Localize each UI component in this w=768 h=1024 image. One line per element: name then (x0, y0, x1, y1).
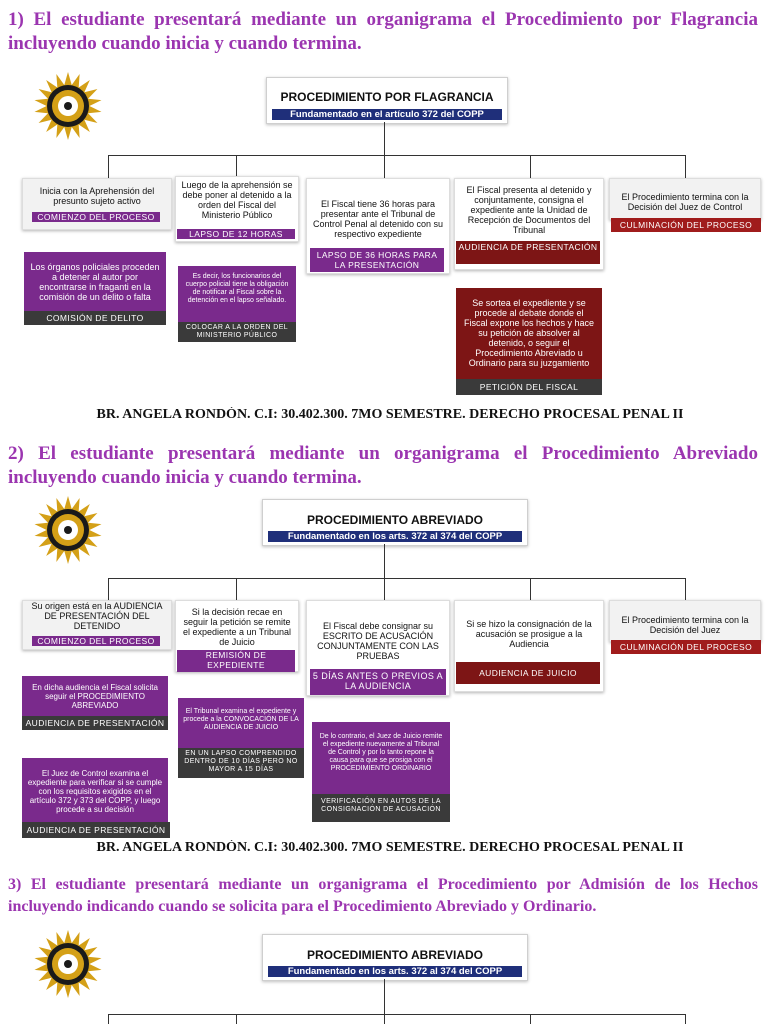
card-text: Su origen está en la AUDIENCIA DE PRESENTACIÓN DEL DETENIDO (31, 601, 163, 631)
question-2-heading: 2) El estudiante presentará mediante un organigrama el Procedimiento Abreviado incluyendo cuando inicia y cuando termina. (8, 443, 758, 488)
connector-line (685, 578, 686, 600)
label-comision-delito: COMISIÓN DE DELITO (24, 311, 166, 325)
flagrancia-box-sorteo (456, 288, 602, 380)
abreviado-title-box (262, 499, 528, 546)
label-audiencia-presentacion: AUDIENCIA DE PRESENTACIÓN (22, 716, 168, 730)
card-text: Inicia con la Aprehensión del presunto sujeto activo (39, 186, 155, 206)
connector-line (384, 122, 385, 155)
connector-line (108, 1014, 109, 1024)
connector-line (530, 155, 531, 179)
connector-line (384, 1014, 385, 1024)
connector-line (384, 155, 385, 179)
label-audiencia-presentacion-2: AUDIENCIA DE PRESENTACIÓN (22, 822, 170, 838)
university-emblem-icon (30, 70, 106, 142)
student-credit: BR. ANGELA RONDÓN. C.I: 30.402.300. 7MO SEMESTRE. DERECHO PROCESAL PENAL II (96, 407, 684, 422)
abreviado-box-contrario (312, 722, 450, 794)
abreviado-card-culminacion (609, 600, 761, 642)
connector-line (108, 578, 685, 579)
connector-line (384, 578, 385, 600)
label-audiencia-juicio: AUDIENCIA DE JUICIO (456, 662, 600, 684)
label-culminacion: CULMINACIÓN DEL PROCESO (611, 218, 761, 232)
label-verificacion: VERIFICACIÓN EN AUTOS DE LA CONSIGNACIÓN DE ACUSACIÓN (312, 794, 450, 822)
connector-line (108, 155, 109, 179)
connector-line (108, 155, 685, 156)
label-remision-expediente: REMISIÓN DE EXPEDIENTE (177, 650, 295, 672)
connector-line (384, 544, 385, 578)
abreviado-box-tribunal (178, 698, 304, 748)
flagrancia-title: PROCEDIMIENTO POR FLAGRANCIA (280, 90, 494, 104)
card-text: El Fiscal debe consignar su ESCRITO DE ACUSACIÓN CONJUNTAMENTE CON LAS PRUEBAS (317, 621, 439, 661)
label-culminacion: CULMINACIÓN DEL PROCESO (611, 640, 761, 654)
flagrancia-card-inicio (22, 178, 172, 230)
connector-line (530, 578, 531, 600)
connector-line (236, 578, 237, 600)
label-comienzo: COMIENZO DEL PROCESO (32, 636, 160, 646)
box-text: El Tribunal examina el expediente y procede a la CONVOCACIÓN DE LA AUDIENCIA DE JUICIO (183, 708, 299, 731)
label-peticion-fiscal: PETICIÓN DEL FISCAL (456, 379, 602, 395)
flagrancia-title-box (266, 77, 508, 124)
card-text: El Fiscal tiene 36 horas para presentar ante el Tribunal de Control Penal al detenido con su respectivo expediente (312, 199, 444, 239)
box-text: Se sortea el expediente y se procede al debate donde el Fiscal expone los hechos y hace su petición de absolver al detenido, o seguir el Procedimiento Abreviado u Ordinario para su juzgamiento (463, 298, 595, 368)
box-text: Es decir, los funcionarios del cuerpo policial tiene la obligación de notificar al Fiscal sobre la detención en el lapso señalado. (185, 273, 289, 304)
box-text: En dicha audiencia el Fiscal solicita seguir el PROCEDIMIENTO ABREVIADO (32, 683, 158, 710)
label-comienzo: COMIENZO DEL PROCESO (32, 212, 160, 222)
university-emblem-icon (30, 494, 106, 566)
question-1-heading: 1) El estudiante presentará mediante un organigrama el Procedimiento por Flagrancia incluyendo cuando inicia y cuando termina. (8, 9, 758, 54)
card-text: Luego de la aprehensión se debe poner al detenido a la orden del Fiscal del Ministerio Público (181, 180, 293, 220)
admision-title: PROCEDIMIENTO ABREVIADO (306, 948, 483, 962)
student-credit: BR. ANGELA RONDÓN. C.I: 30.402.300. 7MO SEMESTRE. DERECHO PROCESAL PENAL II (96, 840, 684, 855)
university-emblem-icon (30, 928, 106, 1000)
flagrancia-box-comision (24, 252, 166, 314)
abreviado-subtitle: Fundamentado en los arts. 372 al 374 del COPP (268, 531, 522, 542)
label-lapso-36-horas: LAPSO DE 36 HORAS PARA LA PRESENTACIÓN (310, 248, 444, 272)
connector-line (108, 1014, 685, 1015)
abreviado-box-solicita (22, 676, 168, 716)
card-text: Si la decisión recae en seguir la petición se remite el expediente a un Tribunal de Juicio (182, 607, 292, 647)
connector-line (384, 979, 385, 1014)
card-text: El Procedimiento termina con la Decisión del Juez de Control (621, 192, 749, 212)
card-text: El Procedimiento termina con la Decisión del Juez (621, 615, 749, 635)
question-3-heading: 3) El estudiante presentará mediante un organigrama el Procedimiento por Admisión de los Hechos incluyendo indicando cuando se solicita para el Procedimiento Abreviado y Ordinario. (8, 876, 758, 915)
flagrancia-card-culminacion (609, 178, 761, 220)
box-text: De lo contrario, el Juez de Juicio remite el expediente nuevamente al Tribunal de Control y por lo tanto repone la causa para que se prosiga con el PROCEDIMIENTO ORDINARIO (319, 733, 443, 772)
card-text: El Fiscal presenta al detenido y conjuntamente, consigna el expediente ante la Unidad de Recepción de Documentos del Tribunal (466, 185, 592, 235)
connector-line (685, 155, 686, 179)
connector-line (108, 578, 109, 600)
label-lapso-dias: EN UN LAPSO COMPRENDIDO DENTRO DE 10 DÍAS PERO NO MAYOR A 15 DÍAS (178, 748, 304, 778)
label-5-dias: 5 DÍAS ANTES O PREVIOS A LA AUDIENCIA (310, 669, 446, 695)
flagrancia-box-notificar (178, 266, 296, 322)
abreviado-box-juez-control (22, 758, 168, 822)
label-audiencia-presentacion: AUDIENCIA DE PRESENTACIÓN (456, 241, 600, 264)
box-text: El Juez de Control examina el expediente para verificar si se cumple con los requisitos exigidos en el artículo 372 y 373 del COPP, y luego procede a su decisión (27, 769, 163, 814)
connector-line (530, 1014, 531, 1024)
admision-title-box (262, 934, 528, 981)
abreviado-title: PROCEDIMIENTO ABREVIADO (306, 513, 483, 527)
label-lapso-12-horas: LAPSO DE 12 HORAS (177, 229, 295, 239)
box-text: Los órganos policiales proceden a detener al autor por encontrarse in fraganti en la comisión de un delito o falta (30, 262, 160, 302)
label-colocar-orden: COLOCAR A LA ORDEN DEL MINISTERIO PÚBLICO (178, 322, 296, 342)
flagrancia-subtitle: Fundamentado en el artículo 372 del COPP (272, 109, 502, 120)
connector-line (685, 1014, 686, 1024)
admision-subtitle: Fundamentado en los arts. 372 al 374 del COPP (268, 966, 522, 977)
card-text: Si se hizo la consignación de la acusación se prosigue a la Audiencia (466, 619, 592, 649)
connector-line (236, 1014, 237, 1024)
